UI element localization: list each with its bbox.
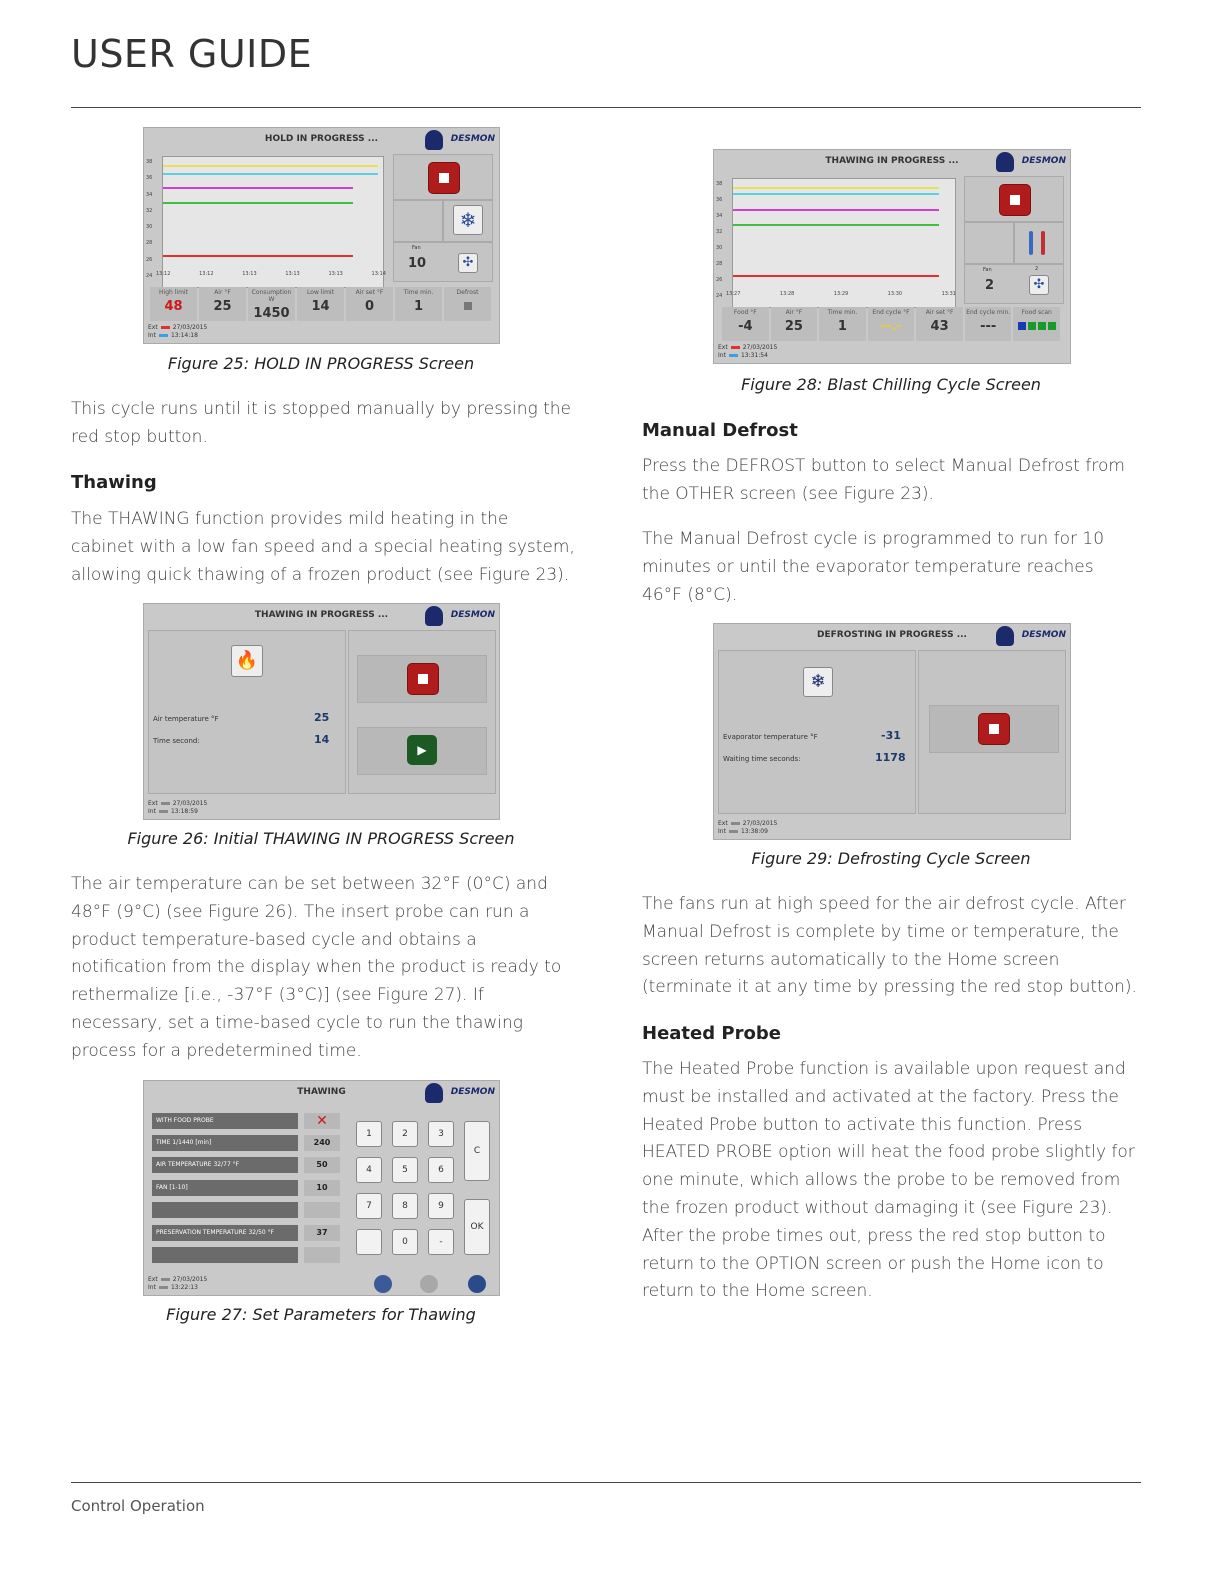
time-value[interactable]: 240	[304, 1135, 340, 1151]
fan-label: Fan	[983, 267, 992, 273]
heading-thawing: Thawing	[71, 472, 157, 493]
footer-legend: Ext 27/03/2015 Int 13:22:13	[148, 1276, 208, 1291]
field-empty[interactable]	[152, 1202, 298, 1218]
value-cell-air-set: Air set °F 0	[346, 287, 393, 321]
header-rule	[71, 107, 1141, 108]
heading-heated-probe: Heated Probe	[642, 1023, 781, 1044]
fan-panel	[393, 242, 493, 282]
brand-name: DESMON	[450, 1087, 495, 1097]
paragraph-manual-defrost-1: Press the DEFROST button to select Manual Defrost from the OTHER screen (see Figure 23).	[642, 456, 1125, 504]
play-button-frame	[357, 727, 487, 775]
temperature-chart	[162, 156, 384, 288]
blank-panel	[964, 222, 1014, 264]
value-cell-air: Air °F 25	[771, 307, 818, 341]
field-fan[interactable]: FAN [1-10]	[152, 1180, 298, 1196]
keypad-key-7[interactable]: 7	[356, 1193, 382, 1219]
field-empty[interactable]	[152, 1247, 298, 1263]
air-temperature-value[interactable]: 50	[304, 1157, 340, 1173]
figure-26-screen	[143, 603, 500, 820]
values-row	[722, 307, 1062, 341]
footer-rule	[71, 1482, 1141, 1483]
thermometer-red-icon[interactable]	[1041, 231, 1045, 255]
field-preservation-temperature[interactable]: PRESERVATION TEMPERATURE 32/50 °F	[152, 1225, 298, 1241]
figure-28-caption: Figure 28: Blast Chilling Cycle Screen	[741, 375, 1041, 394]
empty-value[interactable]	[304, 1247, 340, 1263]
figure-28-screen	[713, 149, 1071, 364]
screen-title: THAWING	[297, 1087, 346, 1097]
thaw-info-panel	[148, 630, 346, 794]
stop-button-frame	[357, 655, 487, 703]
screen-title: DEFROSTING IN PROGRESS ...	[817, 630, 967, 640]
waiting-time-label: Waiting time seconds:	[723, 755, 801, 763]
value-cell-end-cycle-temp: End cycle °F --.-	[868, 307, 915, 341]
figure-29-screen	[713, 623, 1071, 840]
fan-value: 10	[408, 256, 427, 271]
keypad-key-clear[interactable]: C	[464, 1121, 490, 1181]
page-footer: Control Operation	[71, 1497, 205, 1515]
fan-value[interactable]: 10	[304, 1180, 340, 1196]
paragraph-fans: The fans run at high speed for the air defrost cycle. After Manual Defrost is complete by time or temperature, the screen returns automatically to the Home screen (terminate it at any time by pressing the red stop button).	[642, 894, 1137, 998]
screen-title: HOLD IN PROGRESS ...	[264, 134, 379, 144]
value-cell-air: Air °F 25	[199, 287, 246, 321]
desmon-logo-icon	[425, 130, 443, 150]
keypad-key-3[interactable]: 3	[428, 1121, 454, 1147]
brand-name: DESMON	[450, 134, 495, 144]
fan-label: Fan	[412, 245, 421, 251]
controls-panel	[348, 630, 496, 794]
thermometer-panel	[1014, 222, 1064, 264]
keypad-key-minus[interactable]: -	[428, 1229, 454, 1255]
fan-panel	[964, 264, 1064, 304]
figure-25-caption: Figure 25: HOLD IN PROGRESS Screen	[167, 354, 475, 373]
flame-icon[interactable]: 🔥	[231, 645, 263, 677]
value-cell-low-limit: Low limit 14	[297, 287, 344, 321]
figure-27-caption: Figure 27: Set Parameters for Thawing	[166, 1305, 476, 1324]
chart-y-axis: 38 36 34 32 30 28 26 24	[146, 159, 153, 280]
stop-panel	[393, 154, 493, 200]
keypad-key-2[interactable]: 2	[392, 1121, 418, 1147]
value-cell-time: Time min. 1	[819, 307, 866, 341]
back-icon[interactable]	[374, 1275, 392, 1293]
footer-legend: Ext 27/03/2015 Int 13:18:59	[148, 800, 208, 815]
waiting-time-value: 1178	[875, 751, 906, 764]
figure-27-screen	[143, 1080, 500, 1296]
footer-legend: Ext 27/03/2015 Int 13:31:54	[718, 344, 778, 359]
keypad-key-1[interactable]: 1	[356, 1121, 382, 1147]
snowflake-icon[interactable]: ❄	[453, 205, 483, 235]
defrost-icon[interactable]: ❄	[803, 667, 833, 697]
value-cell-defrost: Defrost	[444, 287, 491, 321]
desmon-logo-icon	[425, 1083, 443, 1103]
figure-26-caption: Figure 26: Initial THAWING IN PROGRESS Screen	[127, 829, 515, 848]
paragraph-manual-defrost-2: The Manual Defrost cycle is programmed to run for 10 minutes or until the evaporator temperature reaches 46°F (8°C).	[642, 529, 1105, 605]
stop-button-frame	[929, 705, 1059, 753]
snowflake-panel	[443, 200, 493, 242]
keypad-key-blank[interactable]	[356, 1229, 382, 1255]
air-temperature-value: 25	[314, 711, 330, 724]
paragraph-thawing: The THAWING function provides mild heating in the cabinet with a low fan speed and a special heating system, allowing quick thawing of a frozen product (see Figure 23).	[71, 509, 575, 585]
stop-button[interactable]	[978, 713, 1010, 745]
figure-25-screen	[143, 127, 500, 344]
brand-name: DESMON	[1021, 156, 1066, 166]
thermometer-blue-icon[interactable]	[1029, 231, 1033, 255]
play-button[interactable]: ▶	[407, 735, 437, 765]
time-second-label: Time second:	[153, 737, 200, 745]
home-icon[interactable]	[468, 1275, 486, 1293]
value-cell-consumption: Consumption W 1450	[248, 287, 295, 321]
preservation-temperature-value[interactable]: 37	[304, 1225, 340, 1241]
figure-29-caption: Figure 29: Defrosting Cycle Screen	[751, 849, 1031, 868]
air-temperature-label: Air temperature °F	[153, 715, 219, 723]
stop-panel	[964, 176, 1064, 222]
blank-panel	[393, 200, 443, 242]
value-cell-food: Food °F -4	[722, 307, 769, 341]
chart-x-axis: 13:27 13:28 13:29 13:30 13:31	[726, 291, 956, 297]
value-cell-high-limit: High limit 48	[150, 287, 197, 321]
desmon-logo-icon	[425, 606, 443, 626]
footer-legend: Ext 27/03/2015 Int 13:14:18	[148, 324, 208, 339]
keypad-key-0[interactable]: 0	[392, 1229, 418, 1255]
chart-y-axis: 38 36 34 32 30 28 26 24	[716, 181, 723, 299]
value-cell-time: Time min. 1	[395, 287, 442, 321]
evaporator-temperature-label: Evaporator temperature °F	[723, 733, 818, 741]
controls-panel	[918, 650, 1066, 814]
screen-title: THAWING IN PROGRESS ...	[825, 156, 959, 166]
evaporator-temperature-value: -31	[881, 729, 901, 742]
heading-manual-defrost: Manual Defrost	[642, 420, 798, 441]
brand-name: DESMON	[1021, 630, 1066, 640]
keypad-key-5[interactable]: 5	[392, 1157, 418, 1183]
paragraph-air-temperature: The air temperature can be set between 32°F (0°C) and 48°F (9°C) (see Figure 26). The insert probe can run a product temperature-based cycle and obtains a notification from the display when the product is ready to rethermalize [i.e., -37°F (3°C)] (see Figure 27). If necessary, set a time-based cycle to run the thawing process for a predetermined time.	[71, 874, 562, 1061]
page-header-title: USER GUIDE	[71, 32, 313, 76]
temperature-chart	[732, 178, 956, 308]
screen-title: THAWING IN PROGRESS ...	[254, 610, 389, 620]
desmon-logo-icon	[996, 626, 1014, 646]
value-cell-end-cycle-min: End cycle min. ---	[965, 307, 1012, 341]
field-food-probe[interactable]: WITH FOOD PROBE	[152, 1113, 298, 1129]
stop-button[interactable]	[428, 162, 460, 194]
fan-small-value: 2	[1035, 266, 1039, 272]
empty-value[interactable]	[304, 1202, 340, 1218]
fan-value: 2	[985, 278, 995, 293]
stop-button[interactable]	[407, 663, 439, 695]
food-probe-toggle[interactable]: ✕	[304, 1113, 340, 1129]
paragraph-hold: This cycle runs until it is stopped manually by pressing the red stop button.	[71, 399, 571, 447]
fan-icon[interactable]: ✣	[1029, 275, 1049, 295]
chart-x-axis: 13:12 13:12 13:13 13:13 13:13 13:14	[156, 271, 386, 277]
defrost-info-panel	[718, 650, 916, 814]
time-second-value: 14	[314, 733, 330, 746]
disabled-icon[interactable]	[420, 1275, 438, 1293]
keypad-key-ok[interactable]: OK	[464, 1199, 490, 1255]
paragraph-heated-probe: The Heated Probe function is available upon request and must be installed and activated at the factory. Press the Heated Probe button to activate this function. Press HEATED PROBE option will heat the food probe slightly for one minute, which allows the probe to be removed from the frozen product without damaging it (see Figure 23). After the probe times out, press the red stop button to return to the OPTION screen or push the Home icon to return to the Home screen.	[642, 1059, 1135, 1302]
desmon-logo-icon	[996, 152, 1014, 172]
keypad-key-4[interactable]: 4	[356, 1157, 382, 1183]
keypad-key-8[interactable]: 8	[392, 1193, 418, 1219]
value-cell-food-scan: Food scan	[1013, 307, 1060, 341]
keypad-key-9[interactable]: 9	[428, 1193, 454, 1219]
stop-button[interactable]	[999, 184, 1031, 216]
keypad-key-6[interactable]: 6	[428, 1157, 454, 1183]
values-row	[150, 287, 493, 321]
footer-legend: Ext 27/03/2015 Int 13:38:09	[718, 820, 778, 835]
value-cell-air-set: Air set °F 43	[916, 307, 963, 341]
fan-icon[interactable]: ✣	[458, 253, 478, 273]
field-air-temperature[interactable]: AIR TEMPERATURE 32/77 °F	[152, 1157, 298, 1173]
field-time[interactable]: TIME 1/1440 [min]	[152, 1135, 298, 1151]
brand-name: DESMON	[450, 610, 495, 620]
